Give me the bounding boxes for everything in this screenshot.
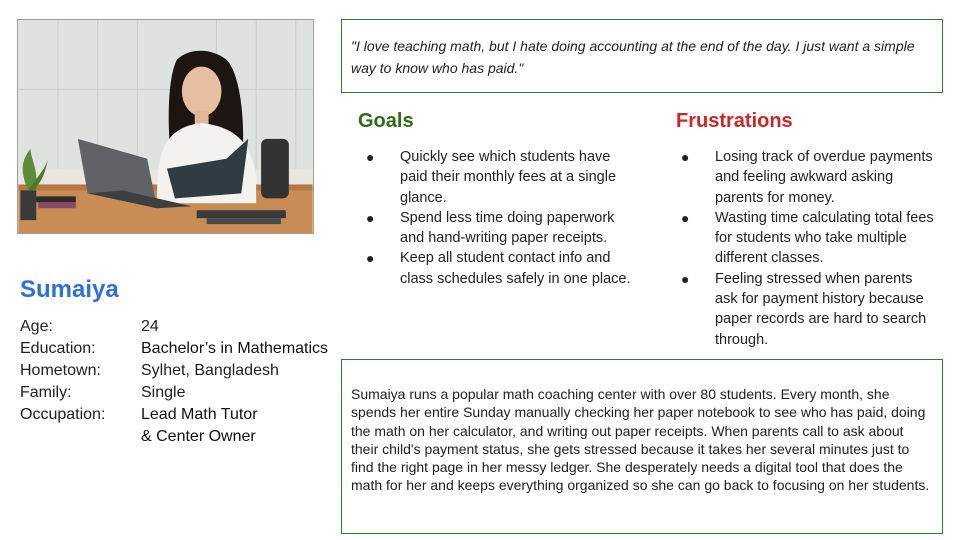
bullet-icon: ●	[681, 270, 690, 287]
persona-quote: "I love teaching math, but I hate doing accounting at the end of the day. I just want a simple way to know who has paid."	[341, 19, 943, 93]
bullet-icon: ●	[681, 149, 690, 165]
detail-value: Lead Math Tutor & Center Owner	[141, 406, 258, 445]
goal-text: Quickly see which students have paid their monthly fees at a single glance.	[400, 149, 617, 206]
persona-name: Sumaiya	[20, 276, 119, 303]
detail-value: 24	[141, 318, 159, 335]
list-item	[681, 147, 936, 208]
list-item	[366, 147, 636, 208]
persona-photo	[17, 19, 314, 234]
list-item	[681, 269, 936, 350]
detail-age	[20, 316, 328, 338]
detail-label: Family:	[20, 384, 72, 401]
list-item	[366, 248, 636, 289]
frustrations-list	[681, 147, 936, 350]
detail-occupation	[20, 404, 328, 448]
persona-details	[20, 316, 328, 448]
detail-label: Age:	[20, 318, 53, 335]
detail-hometown	[20, 360, 328, 382]
bullet-icon: ●	[681, 209, 690, 226]
detail-label: Hometown:	[20, 362, 101, 379]
bullet-icon: ●	[366, 250, 375, 267]
goal-text: Keep all student contact info and class schedules safely in one place.	[400, 250, 631, 287]
detail-education	[20, 338, 328, 360]
persona-story: Sumaiya runs a popular math coaching center with over 80 students. Every month, she spends her entire Sunday manually checking her paper notebook to see who has paid, doing the math on her calculator, and writing out paper receipts. When parents call to ask about their child's payment status, she gets stressed because it takes her several minutes just to find the right page in her messy ledger. She desperately needs a digital tool that does the math for her and keeps everything organized so she can go back to focusing on her students.	[341, 359, 943, 534]
goals-title: Goals	[358, 110, 414, 132]
detail-family	[20, 382, 328, 404]
detail-value: Sylhet, Bangladesh	[141, 362, 279, 379]
bullet-icon: ●	[366, 149, 375, 165]
frustration-text: Losing track of overdue payments and feeling awkward asking parents for money.	[715, 149, 933, 206]
detail-label: Education:	[20, 340, 96, 357]
frustration-text: Feeling stressed when parents ask for payment history because paper records are hard to search through.	[715, 270, 927, 348]
goals-list	[366, 147, 636, 289]
frustration-text: Wasting time calculating total fees for students who take multiple different classes.	[715, 209, 934, 267]
list-item	[681, 208, 936, 269]
goal-text: Spend less time doing paperwork and hand-writing paper receipts.	[400, 209, 615, 247]
woman-with-laptop-illustration	[18, 20, 313, 233]
detail-value: Single	[141, 384, 186, 401]
list-item	[366, 208, 636, 249]
bullet-icon: ●	[366, 209, 375, 226]
detail-value: Bachelor’s in Mathematics	[141, 340, 329, 357]
frustrations-title: Frustrations	[676, 110, 793, 132]
detail-label: Occupation:	[20, 406, 106, 423]
